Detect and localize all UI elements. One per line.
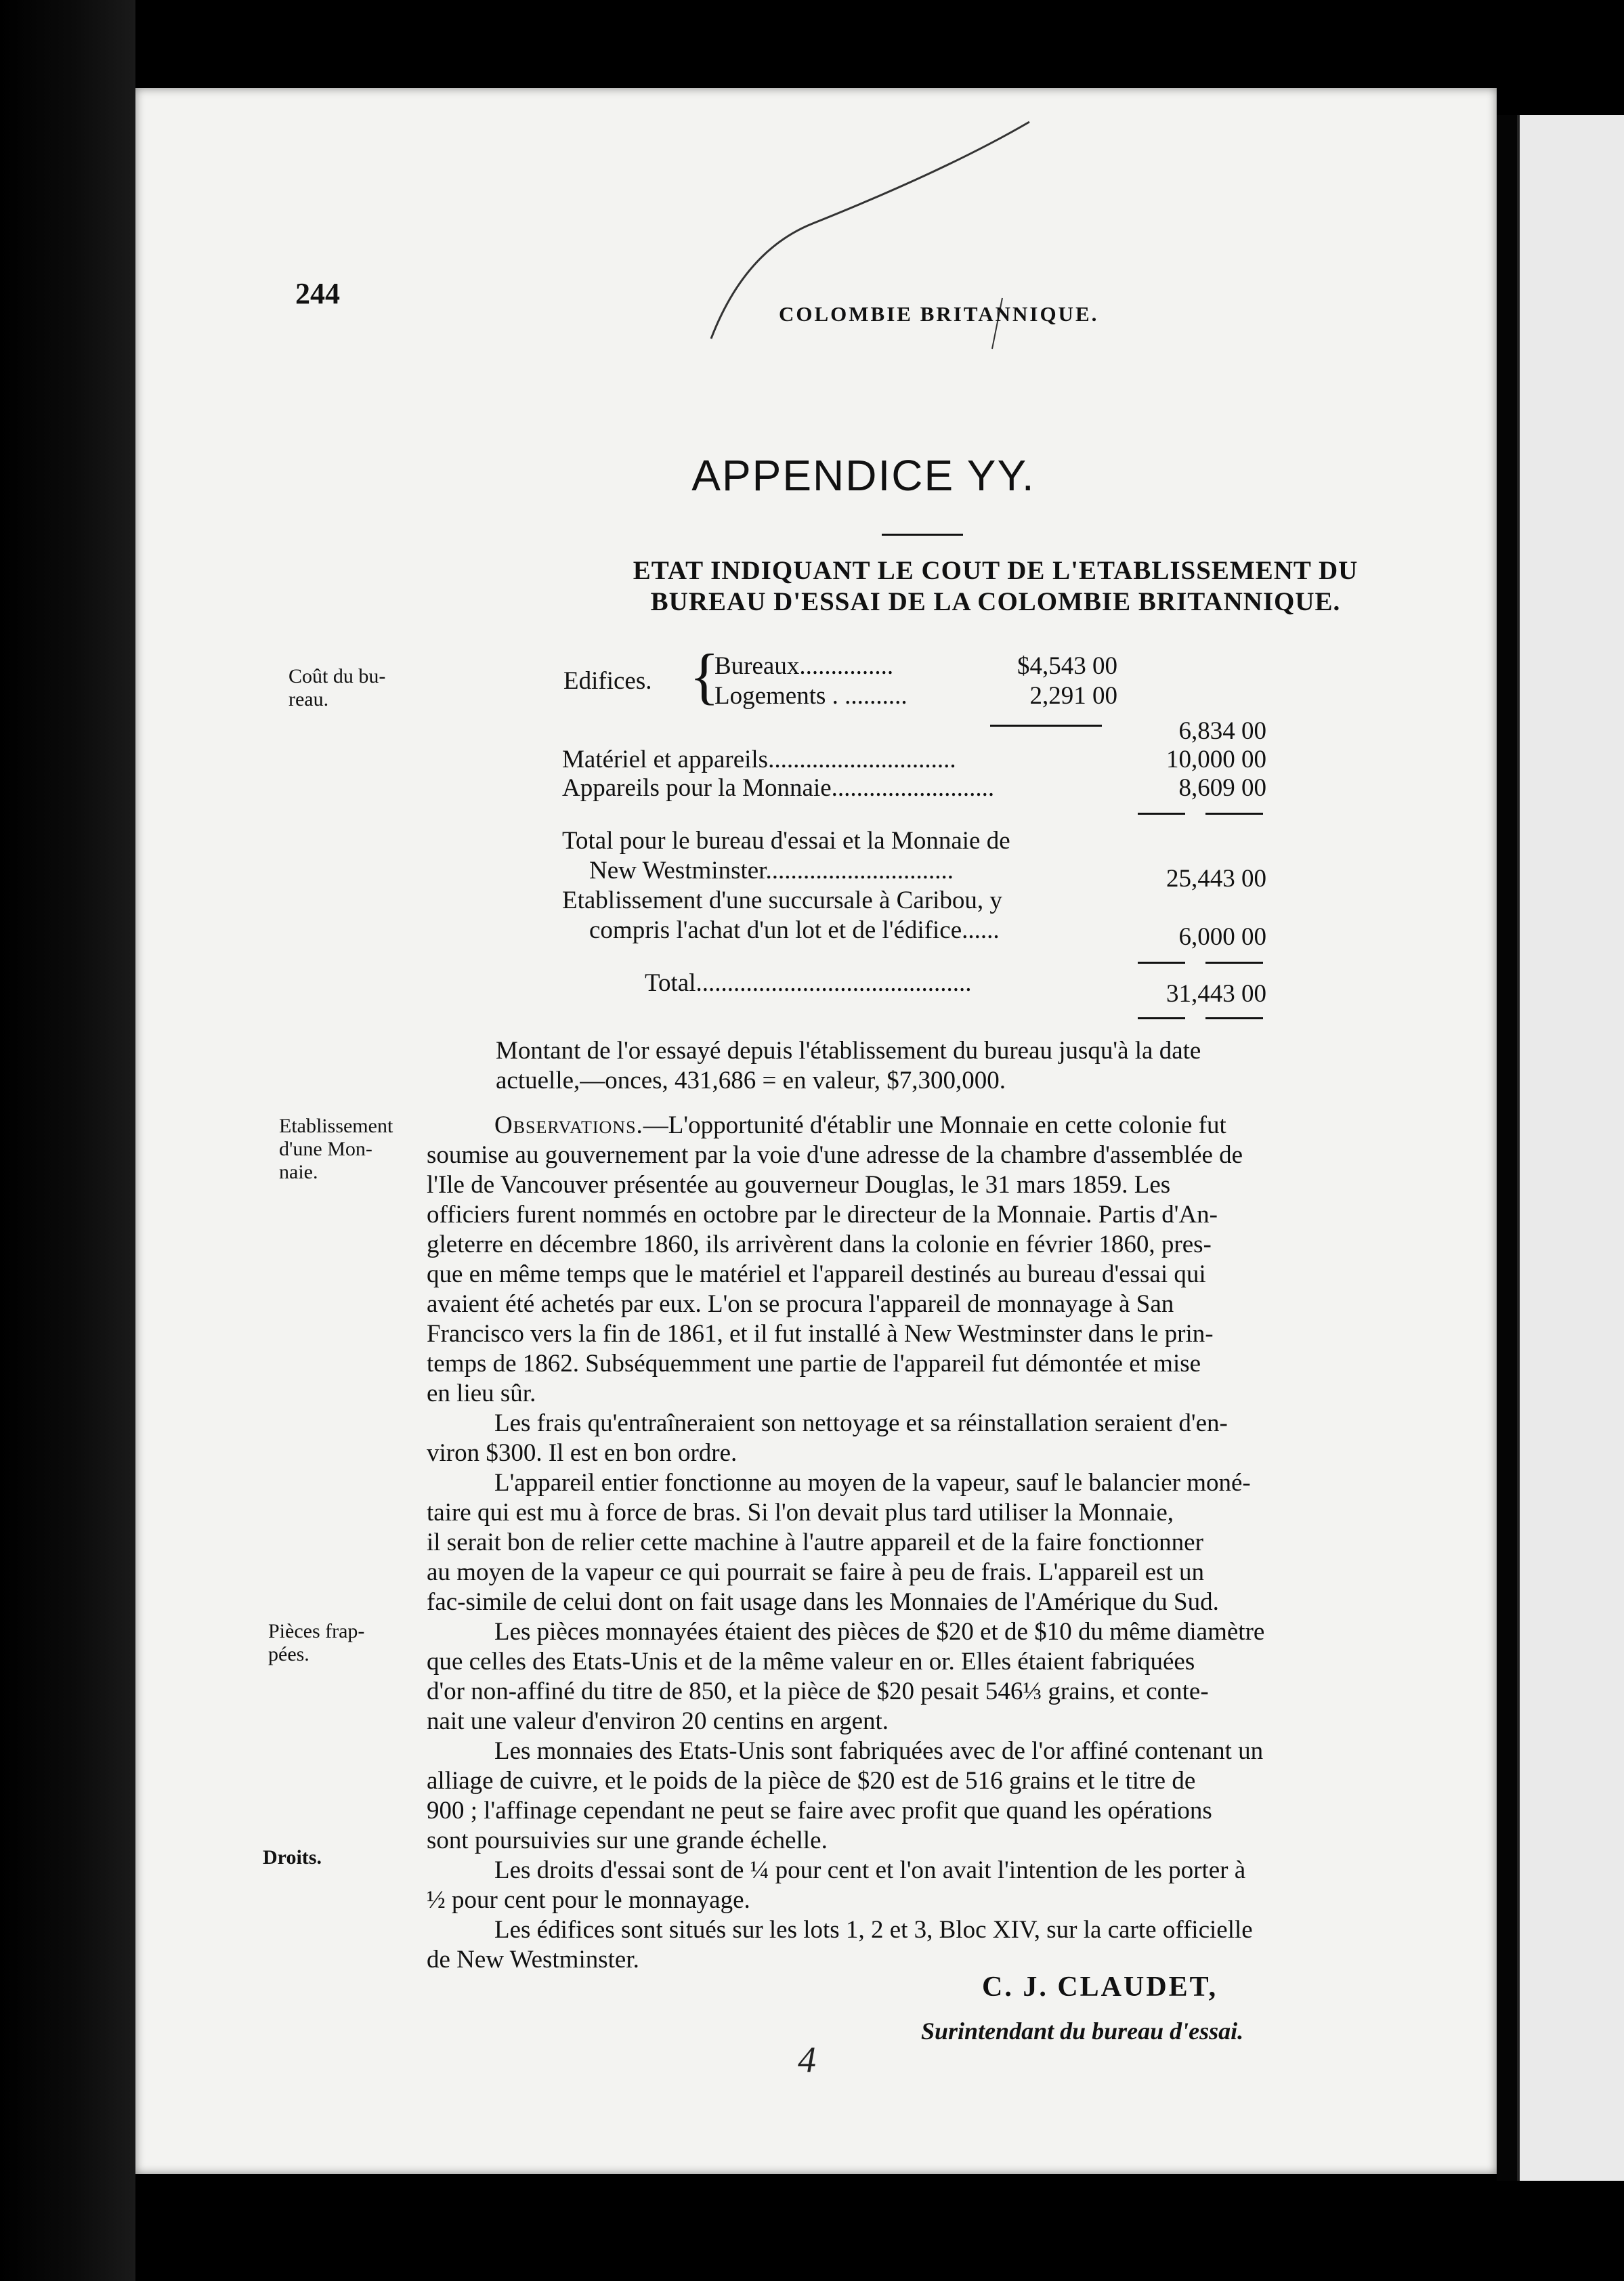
pieces-line-3: d'or non-affiné du titre de 850, et la pièce de $20 pesait 546⅓ grains, et conte-	[427, 1678, 1209, 1705]
grand-total-label: Total	[645, 969, 696, 997]
pieces-line-2: que celles des Etats-Unis et de la même valeur en or. Elles étaient fabriquées	[427, 1648, 1195, 1676]
subtotal-rule	[990, 725, 1102, 727]
appareils-row	[562, 773, 994, 803]
pieces-line-4: nait une valeur d'environ 20 centins en argent.	[427, 1707, 889, 1735]
obs-line-4: officiers furent nommés en octobre par le directeur de la Monnaie. Partis d'An-	[427, 1201, 1218, 1229]
monnaies-line-4: sont poursuivies sur une grande échelle.	[427, 1827, 828, 1854]
succursale-line-2: compris l'achat d'un lot et de l'édifice	[589, 916, 962, 944]
margin-note-etablissement	[279, 1115, 393, 1184]
edifices-label: Edifices.	[563, 667, 652, 695]
margin-note-pieces-line-1: Pièces frap-	[268, 1620, 365, 1642]
appareils-label: Appareils pour la Monnaie	[562, 774, 832, 802]
signature-name: C. J. CLAUDET,	[982, 1971, 1218, 2003]
bureaux-dots: ...............	[799, 652, 894, 680]
sum-rule-1a	[1138, 813, 1185, 815]
margin-note-cout-line-1: Coût du bu-	[289, 665, 386, 687]
gold-statement-line-2: actuelle,—onces, 431,686 = en valeur, $7,300,000.	[496, 1067, 1006, 1094]
appendix-title: APPENDICE YY.	[691, 451, 1035, 500]
sum-rule-3b	[1205, 1017, 1263, 1019]
materiel-amount: 10,000 00	[1166, 746, 1266, 773]
margin-note-etab-line-3: naie.	[279, 1161, 318, 1183]
obs-line-7: avaient été achetés par eux. L'on se procura l'appareil de monnayage à San	[427, 1290, 1174, 1318]
succursale-amount: 6,000 00	[1178, 923, 1266, 951]
logements-dots: . ..........	[832, 682, 907, 710]
scan-border-left	[0, 0, 135, 2281]
margin-note-cout	[289, 665, 385, 711]
total-bureau-row	[589, 856, 954, 886]
appareil-line-5: fac-simile de celui dont on fait usage dans les Monnaies de l'Amérique du Sud.	[427, 1588, 1219, 1616]
margin-note-droits: Droits.	[263, 1846, 322, 1869]
obs-line-3: l'Ile de Vancouver présentée au gouverneur Douglas, le 31 mars 1859. Les	[427, 1171, 1171, 1199]
droits-line-2: ½ pour cent pour le monnayage.	[427, 1886, 750, 1914]
obs-line-6: que en même temps que le matériel et l'appareil destinés au bureau d'essai qui	[427, 1260, 1206, 1288]
edifices-line-2: de New Westminster.	[427, 1946, 639, 1974]
materiel-dots: ..............................	[768, 746, 956, 773]
gold-statement	[496, 1036, 1409, 1096]
sum-rule-2b	[1205, 962, 1263, 964]
logements-amount: 2,291 00	[1029, 682, 1117, 710]
monnaies-line-2: alliage de cuivre, et le poids de la pièce de $20 est de 516 grains et le titre de	[427, 1767, 1196, 1795]
margin-note-cout-line-2: reau.	[289, 688, 329, 710]
edifices-line-1: Les édifices sont situés sur les lots 1, 2 et 3, Bloc XIV, sur la carte officielle	[494, 1916, 1253, 1944]
total-bureau-dots: ..............................	[765, 857, 954, 884]
appareil-line-2: taire qui est mu à force de bras. Si l'on devait plus tard utiliser la Monnaie,	[427, 1499, 1174, 1527]
appareils-dots: ..........................	[831, 774, 995, 802]
obs-line-5: gleterre en décembre 1860, ils arrivèrent dans la colonie en février 1860, pres-	[427, 1231, 1212, 1258]
margin-note-pieces-line-2: pées.	[268, 1643, 309, 1665]
sum-rule-3a	[1138, 1017, 1185, 1019]
margin-note-pieces	[268, 1620, 364, 1666]
total-bureau-line-2: New Westminster	[589, 857, 766, 884]
materiel-row	[562, 745, 956, 775]
appareil-line-3: il serait bon de relier cette machine à l'autre appareil et de la faire fonctionner	[427, 1529, 1203, 1556]
succursale-line-1: Etablissement d'une succursale à Caribou, y	[562, 887, 1002, 914]
pieces-line-1: Les pièces monnayées étaient des pièces de $20 et de $10 du même diamètre	[494, 1618, 1265, 1646]
logements-label: Logements	[714, 682, 826, 710]
appareil-line-1: L'appareil entier fonctionne au moyen de la vapeur, sauf le balancier moné-	[494, 1469, 1251, 1497]
brace-glyph: {	[689, 641, 720, 710]
obs-line-1-text: —L'opportunité d'établir une Monnaie en cette colonie fut	[643, 1111, 1226, 1139]
edifices-total: 6,834 00	[1178, 717, 1266, 745]
handwritten-mark: 4	[798, 2039, 816, 2080]
subtitle	[474, 555, 1517, 618]
obs-line-10: en lieu sûr.	[427, 1380, 536, 1407]
grand-total-row	[645, 968, 972, 998]
obs-line-9: temps de 1862. Subséquemment une partie de l'appareil fut démontée et mise	[427, 1350, 1201, 1378]
obs-line-2: soumise au gouvernement par la voie d'une adresse de la chambre d'assemblée de	[427, 1141, 1243, 1169]
grand-total-amount: 31,443 00	[1166, 980, 1266, 1008]
total-bureau-line-1: Total pour le bureau d'essai et la Monnaie de	[562, 827, 1010, 855]
margin-note-etab-line-2: d'une Mon-	[279, 1138, 372, 1160]
droits-line-1: Les droits d'essai sont de ¼ pour cent et l'on avait l'intention de les porter à	[494, 1856, 1246, 1884]
materiel-label: Matériel et appareils	[562, 746, 769, 773]
obs-line-8: Francisco vers la fin de 1861, et il fut installé à New Westminster dans le prin-	[427, 1320, 1214, 1348]
subtitle-line-2: BUREAU D'ESSAI DE LA COLOMBIE BRITANNIQUE.	[650, 587, 1341, 616]
page-number: 244	[295, 277, 340, 310]
obs-line-1	[427, 1111, 1409, 1140]
adjacent-page-sliver	[1517, 115, 1624, 2181]
observations-label: Observations.	[494, 1111, 643, 1139]
sum-rule-1b	[1205, 813, 1263, 815]
gold-statement-line-1: Montant de l'or essayé depuis l'établissement du bureau jusqu'à la date	[496, 1037, 1201, 1065]
signature-title: Surintendant du bureau d'essai.	[921, 2018, 1244, 2045]
frais-line-1: Les frais qu'entraîneraient son nettoyage et sa réinstallation seraient d'en-	[494, 1409, 1228, 1437]
grand-total-dots: ............................................	[696, 969, 972, 997]
scan-border-bottom	[135, 2174, 1497, 2281]
monnaies-line-1: Les monnaies des Etats-Unis sont fabriquées avec de l'or affiné contenant un	[494, 1737, 1264, 1765]
frais-line-2: viron $300. Il est en bon ordre.	[427, 1439, 738, 1467]
subtitle-line-1: ETAT INDIQUANT LE COUT DE L'ETABLISSEMENT DU	[633, 556, 1359, 585]
monnaies-line-3: 900 ; l'affinage cependant ne peut se faire avec profit que quand les opérations	[427, 1797, 1212, 1825]
margin-note-etab-line-1: Etablissement	[279, 1115, 393, 1137]
title-rule	[882, 534, 963, 536]
observations-paragraph	[427, 1111, 1409, 1975]
succursale-row	[589, 916, 1000, 945]
adjacent-page-edge	[1497, 115, 1624, 2181]
sum-rule-2a	[1138, 962, 1185, 964]
succursale-dots: ......	[962, 916, 1000, 944]
bureaux-label: Bureaux	[714, 652, 800, 680]
running-title: COLOMBIE BRITANNIQUE.	[779, 302, 1099, 326]
appareils-amount: 8,609 00	[1178, 774, 1266, 802]
appareil-line-4: au moyen de la vapeur ce qui pourrait se faire à peu de frais. L'appareil est un	[427, 1558, 1205, 1586]
bureaux-row	[714, 652, 893, 681]
bureaux-amount: $4,543 00	[1017, 652, 1117, 680]
document-page	[135, 88, 1497, 2174]
total-bureau-amount: 25,443 00	[1166, 865, 1266, 893]
logements-row	[714, 681, 907, 711]
